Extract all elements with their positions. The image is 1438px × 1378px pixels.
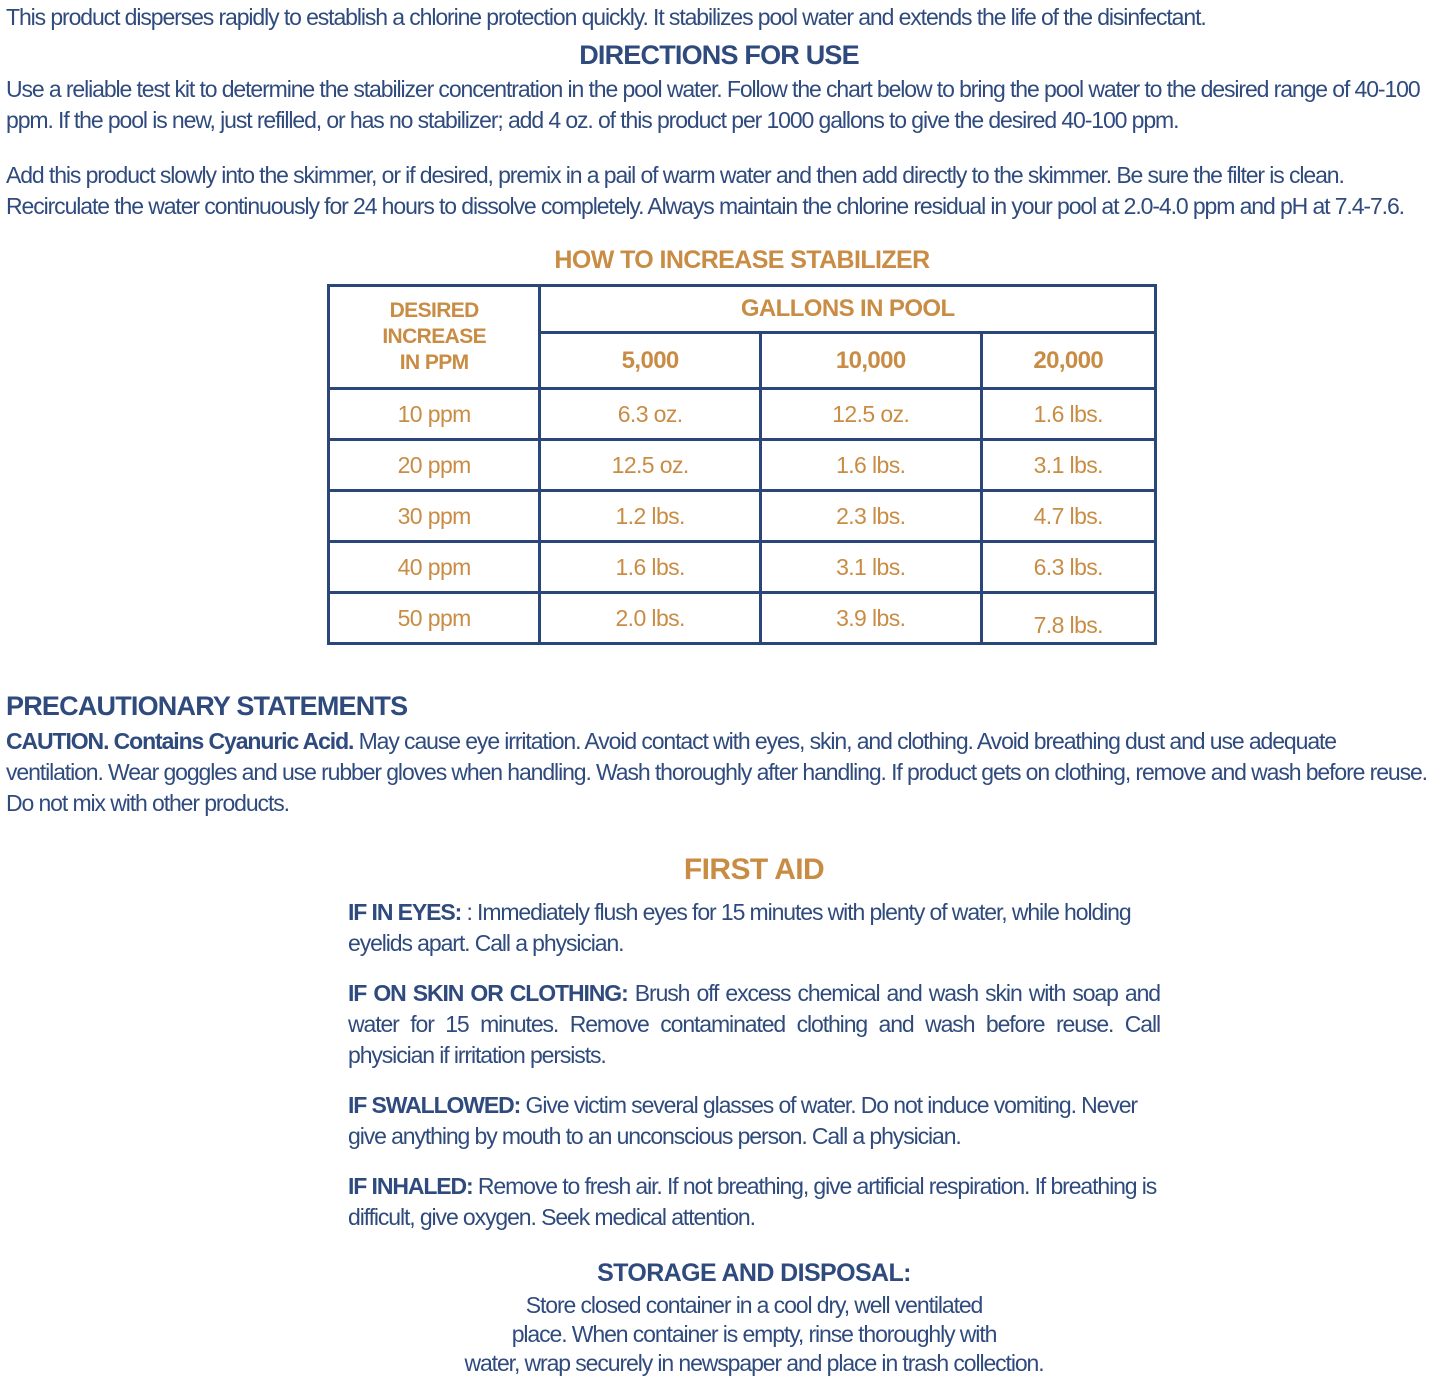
- directions-paragraph-2: Add this product slowly into the skimmer, or if desired, premix in a pail of warm water and then add directly to the skimmer. Be sure the filter is clean. Recirculate the water continuously for 24 hours to dissolve completely. Always maintain the chlorine residual in your pool at 2.0-4.0 ppm and pH at 7.4-7.6.: [6, 162, 1404, 219]
- first-aid-text-skin: Brush off excess chemical and wash skin with soap and water for 15 minutes. Remove contaminated clothing and wash before reuse. Call physician if irritation persists.: [348, 980, 1160, 1068]
- table-row-10ppm: [329, 389, 1156, 440]
- first-aid-text-inhaled: Remove to fresh air. If not breathing, give artificial respiration. If breathing is difficult, give oxygen. Seek medical attention.: [348, 1173, 1157, 1230]
- cell-value: [981, 593, 1155, 644]
- column-header-5000: 5,000: [540, 333, 761, 389]
- caution-text: May cause eye irritation. Avoid contact with eyes, skin, and clothing. Avoid breathing dust and use adequate ventilation. Wear goggles and use rubber gloves when handling. Wash thoroughly after handling. If product gets on clothing, remove and wash before reuse. Do not mix with other products.: [6, 728, 1427, 816]
- column-header-20000: 20,000: [981, 333, 1155, 389]
- cell-value: 6.3 oz.: [540, 389, 761, 440]
- cell-value: 2.3 lbs.: [760, 491, 981, 542]
- how-to-increase-stabilizer-heading: HOW TO INCREASE STABILIZER: [554, 246, 930, 274]
- cell-ppm: 20 ppm: [329, 440, 540, 491]
- table-row-30ppm: [329, 491, 1156, 542]
- first-aid-label-swallowed: IF SWALLOWED:: [348, 1092, 521, 1118]
- first-aid-heading: FIRST AID: [683, 853, 825, 886]
- storage-line-3: water, wrap securely in newspaper and place in trash collection.: [464, 1350, 1044, 1376]
- cell-value: 3.1 lbs.: [760, 542, 981, 593]
- cell-value: 12.5 oz.: [760, 389, 981, 440]
- cell-value: 3.9 lbs.: [760, 593, 981, 644]
- storage-disposal-heading: STORAGE AND DISPOSAL:: [597, 1259, 911, 1287]
- column-header-desired-increase: [329, 286, 540, 389]
- table-header-row-group: [329, 286, 1156, 333]
- storage-line-2: place. When container is empty, rinse thoroughly with: [511, 1321, 997, 1347]
- cell-value: 6.3 lbs.: [981, 542, 1155, 593]
- precautionary-statements-heading: PRECAUTIONARY STATEMENTS: [6, 691, 408, 721]
- cell-value: 1.6 lbs.: [540, 542, 761, 593]
- first-aid-label-eyes: IF IN EYES:: [348, 899, 462, 925]
- table-row-50ppm: [329, 593, 1156, 644]
- cell-value: 1.2 lbs.: [540, 491, 761, 542]
- first-aid-item-swallowed: [348, 1090, 1160, 1152]
- intro-paragraph: This product disperses rapidly to establish a chlorine protection quickly. It stabilizes pool water and extends the life of the disinfectant.: [6, 4, 1206, 30]
- stabilizer-dosage-table: [327, 284, 1157, 645]
- directions-for-use-heading: DIRECTIONS FOR USE: [579, 40, 859, 70]
- first-aid-item-eyes: [348, 897, 1160, 959]
- cell-ppm: 30 ppm: [329, 491, 540, 542]
- first-aid-label-inhaled: IF INHALED:: [348, 1173, 473, 1199]
- cell-ppm: 50 ppm: [329, 593, 540, 644]
- cell-value-offset: 7.8 lbs.: [1033, 611, 1103, 638]
- directions-paragraph-1: Use a reliable test kit to determine the stabilizer concentration in the pool water. Follow the chart below to bring the pool water to the desired range of 40-100 ppm. If the pool is new, just refilled, or has no stabilizer; add 4 oz. of this product per 1000 gallons to give the desired 40-100 ppm.: [6, 76, 1420, 133]
- cell-value: 1.6 lbs.: [981, 389, 1155, 440]
- table-row-20ppm: [329, 440, 1156, 491]
- column-header-desired-increase-label: DESIRED INCREASE IN PPM: [382, 299, 487, 374]
- cell-value: 2.0 lbs.: [540, 593, 761, 644]
- caution-lead: CAUTION. Contains Cyanuric Acid.: [6, 728, 354, 754]
- first-aid-text-eyes: : Immediately flush eyes for 15 minutes with plenty of water, while holding eyelids apart. Call a physician.: [348, 899, 1131, 956]
- cell-ppm: 10 ppm: [329, 389, 540, 440]
- first-aid-label-skin: IF ON SKIN OR CLOTHING:: [348, 980, 628, 1006]
- cell-value: 12.5 oz.: [540, 440, 761, 491]
- first-aid-text-swallowed: Give victim several glasses of water. Do not induce vomiting. Never give anything by mouth to an unconscious person. Call a physician.: [348, 1092, 1137, 1149]
- column-header-gallons-in-pool: GALLONS IN POOL: [540, 286, 1156, 333]
- column-header-10000: 10,000: [760, 333, 981, 389]
- first-aid-item-skin: [348, 978, 1160, 1071]
- table-row-40ppm: [329, 542, 1156, 593]
- caution-paragraph: [6, 726, 1432, 819]
- first-aid-item-inhaled: [348, 1171, 1160, 1233]
- cell-value: 4.7 lbs.: [981, 491, 1155, 542]
- storage-line-1: Store closed container in a cool dry, well ventilated: [525, 1292, 983, 1318]
- cell-value: 3.1 lbs.: [981, 440, 1155, 491]
- cell-value: 1.6 lbs.: [760, 440, 981, 491]
- first-aid-section: [348, 853, 1160, 1378]
- stabilizer-table-block: [327, 246, 1157, 645]
- storage-disposal-section: [348, 1259, 1160, 1378]
- cell-ppm: 40 ppm: [329, 542, 540, 593]
